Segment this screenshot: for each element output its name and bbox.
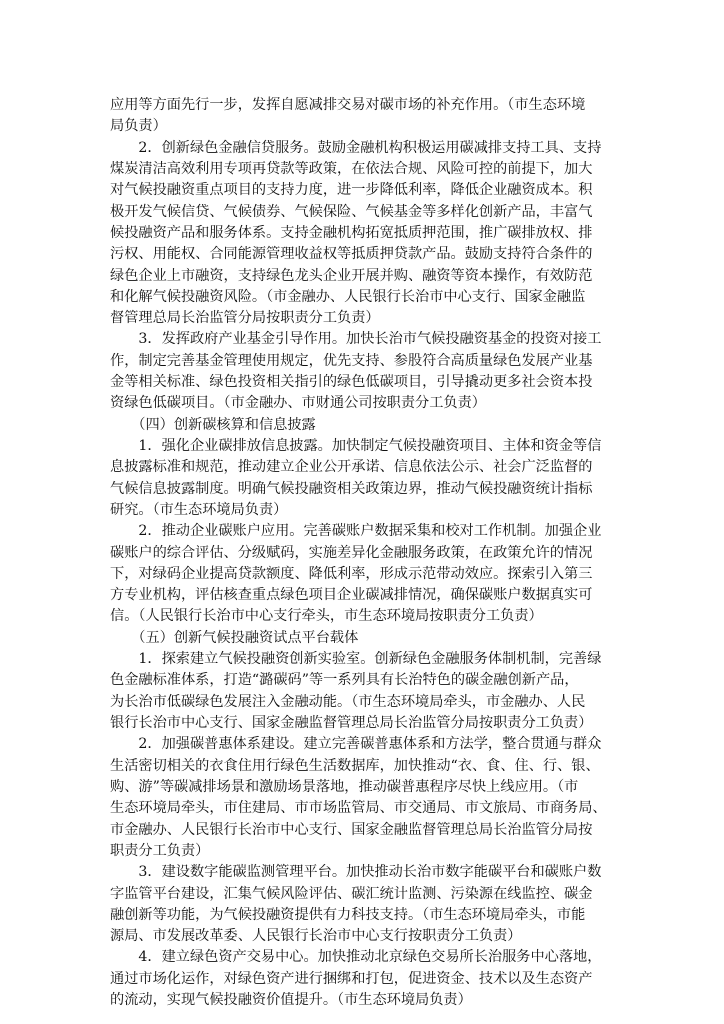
text-line: 对气候投融资重点项目的支持力度，进一步降低利率，降低企业融资成本。积: [110, 182, 593, 199]
text-line: 和化解气候投融资风险。（市金融办、人民银行长治市中心支行、国家金融监: [110, 288, 586, 305]
text-line: 气候信息披露制度。明确气候投融资相关政策边界，推动气候投融资统计指标: [110, 480, 593, 497]
text-line: 煤炭清洁高效利用专项再贷款等政策，在依法合规、风险可控的前提下，加大: [110, 160, 593, 177]
text-line: 购、游”等碳减排场景和激励场景落地，推动碳普惠程序尽快上线应用。（市: [110, 778, 579, 795]
text-line: 生活密切相关的衣食住用行绿色生活数据库，加快推动“衣、食、住、行、银、: [110, 757, 600, 774]
text-line: 极开发气候信贷、气候债券、气候保险、气候基金等多样化创新产品，丰富气: [110, 203, 593, 220]
text-line: 1．探索建立气候投融资创新实验室。创新绿色金融服务体制机制，完善绿: [110, 651, 602, 667]
text-line: 为长治市低碳绿色发展注入金融动能。（市生态环境局牵头，市金融办、人民: [110, 693, 586, 710]
text-line: 职责分工负责）: [110, 842, 210, 859]
text-line: 生态环境局牵头，市住建局、市市场监管局、市交通局、市文旅局、市商务局、: [110, 800, 607, 817]
text-line: 融创新等功能，为气候投融资提供有力科技支持。（市生态环境局牵头，市能: [110, 906, 586, 923]
text-line: 4．建立绿色资产交易中心。加快推动北京绿色交易所长治服务中心落地，: [110, 949, 602, 966]
text-line: 3．建设数字能碳监测管理平台。加快推动长治市数字能碳平台和碳账户数: [110, 864, 602, 881]
text-line: 字监管平台建设，汇集气候风险评估、碳汇统计监测、污染源在线监控、碳金: [110, 885, 593, 902]
text-line: 应用等方面先行一步，发挥自愿减排交易对碳市场的补充作用。（市生态环境: [110, 97, 586, 113]
text-line: 2．推动企业碳账户应用。完善碳账户数据采集和校对工作机制。加强企业: [110, 523, 602, 540]
text-line: 信。（人民银行长治市中心支行牵头，市生态环境局按职责分工负责）: [110, 608, 543, 625]
text-line: 研究。（市生态环境局负责）: [110, 501, 288, 518]
text-line: 源局、市发展改革委、人民银行长治市中心支行按职责分工负责）: [110, 928, 522, 945]
text-line: 2．创新绿色金融信贷服务。鼓励金融机构积极运用碳减排支持工具、支持: [110, 139, 602, 156]
text-line: 污权、用能权、合同能源管理收益权等抵质押贷款产品。鼓励支持符合条件的: [110, 246, 593, 263]
text-line: 通过市场化运作，对绿色资产进行捆绑和打包，促进资金、技术以及生态资产: [110, 970, 593, 987]
text-line: 督管理总局长治监管分局按职责分工负责）: [110, 310, 380, 327]
text-line: 候投融资产品和服务体系。支持金融机构拓宽抵质押范围，推广碳排放权、排: [110, 224, 593, 241]
text-line: 碳账户的综合评估、分级赋码，实施差异化金融服务政策，在政策允许的情况: [110, 544, 593, 561]
text-line: 2．加强碳普惠体系建设。建立完善碳普惠体系和方法学，整合贯通与群众: [110, 736, 602, 753]
text-line: 市金融办、人民银行长治市中心支行、国家金融监督管理总局长治监管分局按: [110, 821, 593, 838]
section-heading: （四）创新碳核算和信息披露: [110, 416, 316, 433]
text-line: 局负责）: [110, 118, 167, 135]
text-line: 资绿色低碳项目。（市金融办、市财通公司按职责分工负责）: [110, 395, 486, 412]
text-line: 3．发挥政府产业基金引导作用。加快长治市气候投融资基金的投资对接工: [110, 331, 602, 348]
text-line: 绿色企业上市融资，支持绿色龙头企业开展并购、融资等资本操作，有效防范: [110, 267, 593, 284]
text-line: 下，对绿码企业提高贷款额度、降低利率，形成示范带动效应。探索引入第三: [110, 565, 593, 582]
text-line: 银行长治市中心支行、国家金融监督管理总局长治监管分局按职责分工负责）: [110, 715, 593, 731]
text-line: 方专业机构，评估核查重点绿色项目企业碳减排情况，确保碳账户数据真实可: [110, 587, 593, 604]
text-line: 的流动，实现气候投融资价值提升。（市生态环境局负责）: [110, 992, 472, 1008]
text-line: 色金融标准体系，打造“潞碳码”等一系列具有长治特色的碳金融创新产品，: [110, 672, 579, 689]
text-line: 息披露标准和规范，推动建立企业公开承诺、信息依法公示、社会广泛监督的: [110, 459, 593, 476]
text-line: 金等相关标准、绿色投资相关指引的绿色低碳项目，引导撬动更多社会资本投: [110, 374, 593, 390]
text-line: 1．强化企业碳排放信息披露。加快制定气候投融资项目、主体和资金等信: [110, 438, 602, 454]
section-heading: （五）创新气候投融资试点平台载体: [110, 629, 359, 646]
text-line: 作，制定完善基金管理使用规定，优先支持、参股符合高质量绿色发展产业基: [110, 352, 593, 369]
